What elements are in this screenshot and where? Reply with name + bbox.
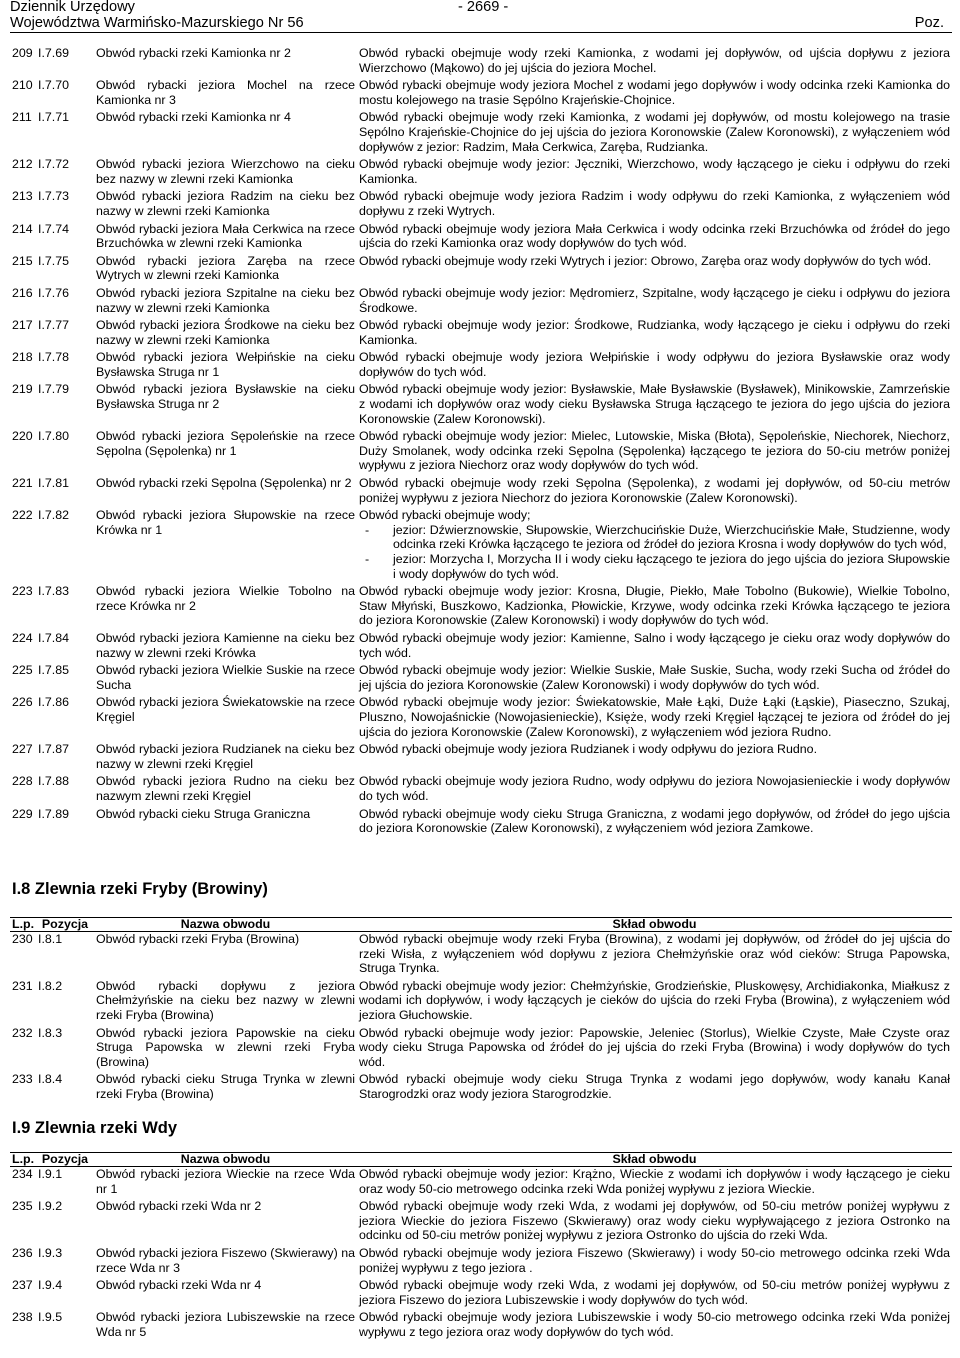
row-district-composition: Obwód rybacki obejmuje wody jezior: Jęczniki, Wierzchowo, wody łączącego je cieku i odpływu do rzeki Kamionka. <box>359 157 950 186</box>
row-district-name: Obwód rybacki jeziora Rudno na cieku bez nazwym zlewni rzeki Kręgiel <box>96 774 355 803</box>
page-header <box>10 0 952 33</box>
row-lp: 217 <box>12 318 33 333</box>
table-row <box>10 663 952 695</box>
row-district-composition: Obwód rybacki obejmuje wody jezior: Wielkie Suskie, Małe Suskie, Sucha, wody rzeki Sucha od źródeł do jej ujścia do jeziora Koronowskie (Zalew Koronowski) i wody dopływów do tych wód. <box>359 663 950 692</box>
row-district-composition: Obwód rybacki obejmuje wody jeziora Radzim i wody odpływu do rzeki Kamionka, z wyłączeniem wód dopływu z rzeki Wytrych. <box>359 189 950 218</box>
row-lp: 233 <box>12 1072 33 1087</box>
row-district-composition: Obwód rybacki obejmuje wody jezior: Środkowe, Rudzianka, wody łączącego je cieku i odpływu do rzeki Kamionka. <box>359 318 950 347</box>
row-district-name: Obwód rybacki jeziora Lubiszewskie na rzece Wda nr 5 <box>96 1310 355 1339</box>
row-position: I.7.74 <box>38 221 70 236</box>
table-row <box>10 157 952 189</box>
header-lp: L.p. <box>12 917 35 931</box>
row-district-name: Obwód rybacki jeziora Papowskie na cieku Struga Papowska w zlewni rzeki Fryba (Browina) <box>96 1025 355 1069</box>
row-position: I.7.73 <box>38 189 70 204</box>
table-row <box>10 1026 952 1073</box>
row-position: I.9.4 <box>38 1278 63 1293</box>
composition-list <box>359 523 950 581</box>
row-lp: 222 <box>12 508 33 523</box>
row-district-composition: Obwód rybacki obejmuje wody jezior: Mielec, Lutowskie, Miska (Błota), Sępoleńskie, Niechorek, Niechorz, Duży Smolanek, wody odcinka rzeki Sępolna (Sępolenka) łączącego te jeziora do 50-ciu metrów poniżej wypływu z jeziora Niechorz oraz wody dopływów do tych wód. <box>359 429 950 473</box>
table-row <box>10 932 952 979</box>
header-sklad: Skład obwodu <box>357 1153 952 1167</box>
table-row <box>10 189 952 221</box>
row-district-name: Obwód rybacki jeziora Słupowskie na rzece Krówka nr 1 <box>96 508 355 537</box>
row-district-composition: Obwód rybacki obejmuje wody rzeki Wda, z wodami jej dopływów, od 50-ciu metrów poniżej wypływu z jeziora Wieckie do jeziora Fiszewo (Skwierawy) oraz wody cieku wypływającego z jeziora Ostronko na odcinku od 50-ciu metrów poniżej wypływu z jeziora Ostronko do ujścia do rzeki Wda. <box>359 1199 950 1243</box>
table-header-row <box>10 1153 952 1167</box>
row-position: I.7.71 <box>38 110 70 125</box>
table-row <box>10 807 952 839</box>
row-lp: 210 <box>12 78 33 93</box>
row-lp: 227 <box>12 742 33 757</box>
list-item: - jezior: Dźwierznowskie, Słupowskie, Wierzchucińskie Duże, Wierzchucińskie Małe, Studzienne, wody odcinka rzeki Krówka łączącego te jeziora od źródeł do jeziora Krosna i wody dopływów do tych wód, <box>359 523 950 552</box>
row-lp: 238 <box>12 1310 33 1325</box>
row-position: I.7.83 <box>38 584 70 599</box>
row-position: I.7.69 <box>38 46 70 60</box>
row-district-composition: Obwód rybacki obejmuje wody rzeki Sępolna (Sępolenka), z wodami jej dopływów, od 50-ciu metrów poniżej wypływu z jeziora Niechorz do jeziora Koronowskie (Zalew Koronowski). <box>359 476 950 505</box>
row-position: I.9.5 <box>38 1310 63 1325</box>
row-district-composition: Obwód rybacki obejmuje wody rzeki Kamionka, z wodami jej dopływów, od ujścia dopływu z jeziora Wierzchowo (Mąkowo) do jej ujścia do jeziora Mochel. <box>359 46 950 75</box>
table-row <box>10 46 952 78</box>
row-district-name: Obwód rybacki rzeki Sępolna (Sępolenka) nr 2 <box>96 476 352 491</box>
table-row <box>10 1278 952 1310</box>
header-sklad: Skład obwodu <box>357 918 952 932</box>
table-row <box>10 742 952 774</box>
row-district-name: Obwód rybacki jeziora Rudzianek na cieku bez nazwy w zlewni rzeki Kręgiel <box>96 742 355 771</box>
row-district-composition: Obwód rybacki obejmuje wody rzeki Fryba (Browina), z wodami jej dopływów, od źródeł do jej ujścia do rzeki Wisła, z wyłączeniem wód dopływu z jeziora Chełmżyńskie oraz wód cieków: Struga Papowska, Struga Trynka. <box>359 932 950 976</box>
row-district-name: Obwód rybacki jeziora Radzim na cieku bez nazwy w zlewni rzeki Kamionka <box>96 189 355 218</box>
row-district-composition: Obwód rybacki obejmuje wody rzeki Wda, z wodami jej dopływów, od 50-ciu metrów poniżej wypływu z jeziora Fiszewo do jeziora Lubiszewskie i wody dopływów do tych wód. <box>359 1278 950 1307</box>
row-district-name: Obwód rybacki jeziora Wełpińskie na cieku Bysławska Struga nr 1 <box>96 350 355 379</box>
fishing-districts-table-fryba <box>10 917 952 1105</box>
row-lp: 218 <box>12 350 33 365</box>
row-district-name: Obwód rybacki rzeki Wda nr 4 <box>96 1278 262 1293</box>
table-row <box>10 774 952 806</box>
row-district-composition: Obwód rybacki obejmuje wody jeziora Wełpińskie i wody odpływu do jeziora Bysławskie oraz wody dopływów do tych wód. <box>359 350 950 379</box>
table-row <box>10 1167 952 1200</box>
table-row <box>10 1072 952 1104</box>
row-district-composition: Obwód rybacki obejmuje wody rzeki Kamionka, z wodami jej dopływów, od mostu kolejowego na trasie Sępólno Krajeńskie-Chojnice do jej ujścia do jeziora Koronowskie (Zalew Koronowski), z wyłączeniem wód dopływów z jezior: Radzim, Mała Cerkwica, Zaręba, Rudzianka. <box>359 110 950 154</box>
row-lp: 232 <box>12 1025 33 1040</box>
table-row <box>10 476 952 508</box>
row-district-name: Obwód rybacki rzeki Wda nr 2 <box>96 1199 262 1214</box>
row-lp: 213 <box>12 189 33 204</box>
row-position: I.7.75 <box>38 253 70 268</box>
table-row <box>10 254 952 286</box>
row-district-composition: Obwód rybacki obejmuje wody jeziora Mochel z wodami jego dopływów i wody odcinka rzeki Kamionka do mostu kolejowego na trasie Sępólno Krajeńskie-Chojnice. <box>359 78 950 107</box>
row-district-composition: Obwód rybacki obejmuje wody jezior: Chełmżyńskie, Grodzieńskie, Pluskowęsy, Archidiakonka, Miałkusz z wodami ich dopływów, i wody łączących je cieków do ujścia do rzeki Fryba (Browina), z wyłączeniem wód jeziora Głuchowskie. <box>359 978 950 1022</box>
table-row <box>10 584 952 631</box>
row-position: I.7.81 <box>38 476 70 491</box>
row-lp: 219 <box>12 382 33 397</box>
row-district-composition: Obwód rybacki obejmuje wody jezior: Kamienne, Salno i wody łączącego je cieku oraz wody dopływów do tych wód. <box>359 630 950 660</box>
row-position: I.7.70 <box>38 78 70 93</box>
row-district-name: Obwód rybacki rzeki Fryba (Browina) <box>96 932 300 946</box>
table-row <box>10 78 952 110</box>
row-district-name: Obwód rybacki rzeki Kamionka nr 4 <box>96 110 291 125</box>
table-row <box>10 222 952 254</box>
row-district-name: Obwód rybacki jeziora Szpitalne na cieku bez nazwy w zlewni rzeki Kamionka <box>96 285 355 315</box>
row-district-composition: Obwód rybacki obejmuje wody jezior: Bysławskie, Małe Bysławskie (Bysławek), Minikowskie, Zamrzeńskie z wodami ich dopływów oraz wody cieku Bysławska Struga łączącego te jeziora do jego ujścia do jeziora Koronowskie (Zalew Koronowski). <box>359 382 950 426</box>
row-position: I.7.76 <box>38 285 70 300</box>
row-lp: 234 <box>12 1167 33 1181</box>
row-lp: 237 <box>12 1278 33 1293</box>
row-lp: 236 <box>12 1245 33 1260</box>
row-lp: 216 <box>12 285 33 300</box>
table-header-row <box>10 918 952 932</box>
row-position: I.9.2 <box>38 1199 63 1214</box>
header-nazwa: Nazwa obwodu <box>94 918 357 932</box>
row-position: I.9.1 <box>38 1167 63 1181</box>
row-lp: 226 <box>12 695 33 710</box>
row-district-name: Obwód rybacki jeziora Zaręba na rzece Wytrych w zlewni rzeki Kamionka <box>96 253 355 283</box>
row-lp: 211 <box>12 110 32 125</box>
row-position: I.7.79 <box>38 382 70 397</box>
row-district-composition: Obwód rybacki obejmuje wody jezior: Krosna, Długie, Piekło, Małe Tobolno (Bukowie), Wielkie Tobolno, Staw Młyński, Buszkowo, Kadzionka, Płowickie, Krzywe, wody odcinka rzeki Krówka łączącego te jeziora do jeziora Koronowskie (Zalew Koronowski) i wody dopływów do tych wód. <box>359 584 950 628</box>
list-item: - jezior: Morzycha I, Morzycha II i wody cieku łączącego te jeziora do jego ujścia do jeziora Słupowskie i wody dopływów do tych wód. <box>359 552 950 581</box>
row-lp: 235 <box>12 1199 33 1214</box>
section-title-fryba: I.8 Zlewnia rzeki Fryby (Browiny) <box>12 880 268 898</box>
row-position: I.9.3 <box>38 1245 63 1260</box>
position-label: Poz. <box>914 15 944 31</box>
table-row <box>10 429 952 476</box>
row-lp: 214 <box>12 221 33 236</box>
row-district-composition: Obwód rybacki obejmuje wody jezior: Świekatowskie, Małe Łąki, Duże Łąki (Łąskie), Piaseczno, Szukaj, Pluszno, Nowojaśnickie (Nowojasienieckie), Księże, wody rzeki Kręgiel łączącej te jeziora od źródeł do jej ujścia do jeziora Koronowskie (Zalew Koronowski), z wyłączeniem wód jeziora Rudno. <box>359 695 950 739</box>
row-district-name: Obwód rybacki rzeki Kamionka nr 2 <box>96 46 291 60</box>
row-lp: 223 <box>12 584 33 599</box>
row-position: I.7.80 <box>38 429 70 444</box>
row-district-composition: Obwód rybacki obejmuje wody jeziora Rudno, wody odpływu do jeziora Nowojasienieckie i wody dopływów do tych wód. <box>359 774 950 803</box>
row-position: I.8.3 <box>38 1025 63 1040</box>
header-pozycja: Pozycja <box>36 1153 94 1167</box>
table-row <box>10 110 952 157</box>
row-district-composition: Obwód rybacki obejmuje wody rzeki Wytrych i jezior: Obrowo, Zaręba oraz wody dopływów do tych wód. <box>359 253 932 268</box>
row-lp: 209 <box>12 46 33 60</box>
row-district-name: Obwód rybacki cieku Struga Graniczna <box>96 806 311 821</box>
page-number: - 2669 - <box>458 0 509 15</box>
row-district-name: Obwód rybacki cieku Struga Trynka w zlewni rzeki Fryba (Browina) <box>96 1072 355 1101</box>
table-row <box>10 286 952 318</box>
table-row <box>10 382 952 429</box>
row-position: I.7.89 <box>38 806 70 821</box>
row-position: I.7.86 <box>38 695 70 710</box>
composition-intro: Obwód rybacki obejmuje wody; <box>359 508 531 523</box>
row-district-name: Obwód rybacki jeziora Sępoleńskie na rzece Sępolna (Sępolenka) nr 1 <box>96 429 355 458</box>
row-district-composition <box>357 508 952 584</box>
row-district-composition: Obwód rybacki obejmuje wody cieku Struga Trynka z wodami jego dopływów, wody kanału Kanał Starogrodzki oraz wody jeziora Starogrodzkie. <box>359 1072 950 1101</box>
row-lp: 230 <box>12 932 33 946</box>
table-row <box>10 350 952 382</box>
table-row <box>10 979 952 1026</box>
row-position: I.7.84 <box>38 630 70 645</box>
row-lp: 231 <box>12 978 33 993</box>
row-district-name: Obwód rybacki jeziora Bysławskie na cieku Bysławska Struga nr 2 <box>96 382 355 412</box>
header-lp: L.p. <box>12 1152 35 1166</box>
row-position: I.7.72 <box>38 157 70 172</box>
row-district-composition: Obwód rybacki obejmuje wody jeziora Mała Cerkwica i wody odcinka rzeki Brzuchówka od źródeł do jego ujścia do rzeki Kamionka oraz wody dopływów do tych wód. <box>359 221 950 251</box>
row-lp: 215 <box>12 253 33 268</box>
row-district-name: Obwód rybacki jeziora Kamienne na cieku bez nazwy w zlewni rzeki Krówka <box>96 630 355 660</box>
row-district-name: Obwód rybacki jeziora Wielkie Suskie na rzece Sucha <box>96 663 355 692</box>
row-district-composition: Obwód rybacki obejmuje wody cieku Struga Graniczna, z wodami jego dopływów, od źródeł do jego ujścia do jeziora Koronowskie (Zalew Koronowski), z wyłączeniem wód jeziora Zamkowe. <box>359 806 950 836</box>
row-district-composition: Obwód rybacki obejmuje wody jeziora Rudzianek i wody odpływu do jeziora Rudno. <box>359 742 818 757</box>
table-row <box>10 631 952 663</box>
row-district-name: Obwód rybacki jeziora Mochel na rzece Kamionka nr 3 <box>96 78 355 107</box>
fishing-districts-table-wda <box>10 1152 952 1343</box>
row-district-name: Obwód rybacki dopływu z jeziora Chełmżyńskie na cieku bez nazwy w zlewni rzeki Fryba (Browina) <box>96 978 355 1022</box>
row-lp: 228 <box>12 774 33 789</box>
table-row <box>10 1246 952 1278</box>
row-district-composition: Obwód rybacki obejmuje wody jezior: Papowskie, Jeleniec (Storlus), Wielkie Czyste, Małe Czyste oraz wody cieku Struga Papowska od źródeł do jej ujścia do rzeki Fryba (Browina) i wody dopływów do tych wód. <box>359 1025 950 1069</box>
header-pozycja: Pozycja <box>36 918 94 932</box>
row-district-name: Obwód rybacki jeziora Środkowe na cieku bez nazwy w zlewni rzeki Kamionka <box>96 318 355 347</box>
row-lp: 212 <box>12 157 33 172</box>
journal-title: Dziennik Urzędowy <box>10 0 135 15</box>
row-position: I.8.1 <box>38 932 63 946</box>
section-title-wda: I.9 Zlewnia rzeki Wdy <box>12 1119 178 1137</box>
fishing-districts-table-1 <box>10 46 952 839</box>
row-district-name: Obwód rybacki jeziora Wieckie na rzece Wda nr 1 <box>96 1167 355 1196</box>
table-row <box>10 695 952 742</box>
row-district-name: Obwód rybacki jeziora Mała Cerkwica na rzece Brzuchówka w zlewni rzeki Kamionka <box>96 221 355 251</box>
row-position: I.7.78 <box>38 350 70 365</box>
row-district-composition: Obwód rybacki obejmuje wody jezior: Mędromierz, Szpitalne, wody łączącego je cieku i odpływu do jeziora Środkowe. <box>359 285 950 315</box>
table-row <box>10 318 952 350</box>
row-district-name: Obwód rybacki jeziora Wielkie Tobolno na rzece Krówka nr 2 <box>96 584 355 613</box>
table-row <box>10 508 952 584</box>
row-district-composition: Obwód rybacki obejmuje wody jeziora Lubiszewskie i wody 50-cio metrowego odcinka rzeki Wda poniżej wypływu z tego jeziora oraz wody dopływów do tych wód. <box>359 1310 950 1339</box>
row-district-name: Obwód rybacki jeziora Wierzchowo na cieku bez nazwy w zlewni rzeki Kamionka <box>96 157 355 186</box>
row-position: I.7.85 <box>38 663 70 678</box>
row-lp: 229 <box>12 806 33 821</box>
row-district-composition: Obwód rybacki obejmuje wody jeziora Fiszewo (Skwierawy) i wody 50-cio metrowego odcinka rzeki Wda poniżej wypływu z tego jeziora . <box>359 1245 950 1275</box>
row-position: I.7.87 <box>38 742 70 757</box>
table-row <box>10 1199 952 1246</box>
row-position: I.7.82 <box>38 508 70 523</box>
row-position: I.7.77 <box>38 318 70 333</box>
row-lp: 221 <box>12 476 33 491</box>
row-position: I.8.4 <box>38 1072 63 1087</box>
voivodeship-title: Województwa Warmińsko-Mazurskiego Nr 56 <box>10 15 304 31</box>
header-nazwa: Nazwa obwodu <box>94 1153 357 1167</box>
row-lp: 220 <box>12 429 33 444</box>
row-position: I.8.2 <box>38 978 63 993</box>
row-district-name: Obwód rybacki jeziora Świekatowskie na rzece Kręgiel <box>96 695 355 724</box>
row-position: I.7.88 <box>38 774 70 789</box>
table-row <box>10 1310 952 1342</box>
row-district-composition: Obwód rybacki obejmuje wody jezior: Krążno, Wieckie z wodami ich dopływów i wody łączącego je cieku oraz wody 50-cio metrowego odcinka rzeki Wda poniżej wypływu z jeziora Wieckie. <box>359 1167 950 1196</box>
row-lp: 224 <box>12 630 33 645</box>
row-lp: 225 <box>12 663 33 678</box>
row-district-name: Obwód rybacki jeziora Fiszewo (Skwierawy) na rzece Wda nr 3 <box>96 1245 355 1275</box>
